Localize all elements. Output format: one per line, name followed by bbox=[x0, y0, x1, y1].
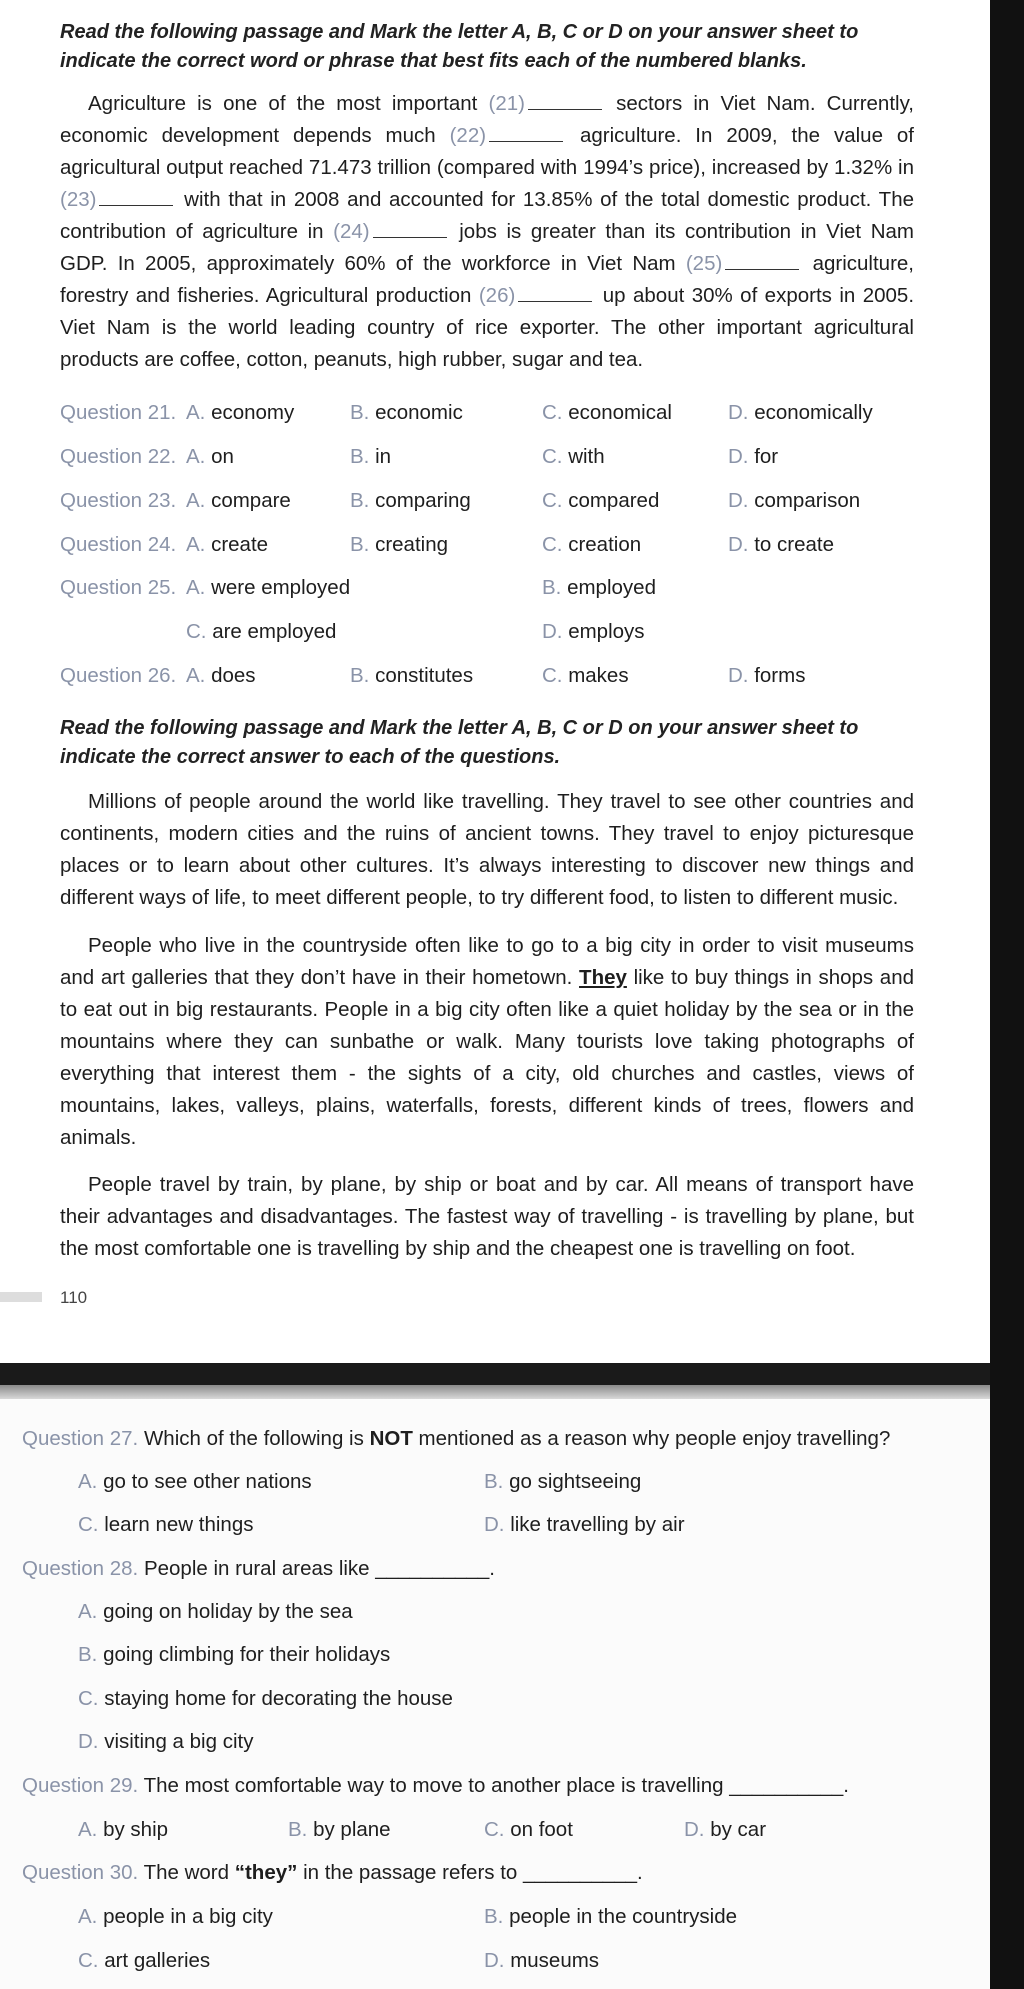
underlined-they: They bbox=[579, 966, 627, 989]
q26-option-a[interactable]: A. does bbox=[186, 664, 256, 687]
q21-option-b[interactable]: B. economic bbox=[350, 401, 463, 424]
q25-option-d[interactable]: D. employs bbox=[542, 620, 645, 643]
q27-option-b[interactable]: B. go sightseeing bbox=[484, 1470, 642, 1493]
q22-option-a[interactable]: A. on bbox=[186, 445, 234, 468]
cloze-passage: Agriculture is one of the most important (21) sectors in Viet Nam. Currently, economic development depends much (22) agriculture. In 2009, the value of agricultural output reached 71.473 trillion (compared with 1994’s price), increased by 1.32% in (23) with that in 2008 and accounted for 13.85% of the total domestic product. The contribution of agriculture in (24) jobs is greater than its contribution in Viet Nam GDP. In 2005, approximately 60% of the workforce in Viet Nam (25) agriculture, forestry and fisheries. Agricultural production (26) up about 30% of exports in 2005. Viet Nam is the world leading country of rice exporter. The other important agricultural products are coffee, cotton, peanuts, high rubber, sugar and tea. bbox=[60, 92, 915, 371]
q25-option-a[interactable]: A. were employed bbox=[186, 576, 351, 599]
q27-option-d[interactable]: D. like travelling by air bbox=[484, 1513, 685, 1536]
q22-option-b[interactable]: B. in bbox=[350, 445, 392, 468]
lower-page bbox=[0, 1399, 990, 1989]
section1-instruction: Read the following passage and Mark the letter A, B, C or D on your answer sheet to indicate the correct word or phrase that best fits each of the numbered blanks. bbox=[60, 21, 859, 72]
blank-26-number: (26) bbox=[478, 284, 516, 307]
q24-option-a[interactable]: A. create bbox=[186, 533, 269, 556]
q24-option-b[interactable]: B. creating bbox=[350, 533, 449, 556]
q27-option-a[interactable]: A. go to see other nations bbox=[78, 1470, 312, 1493]
q26-option-b[interactable]: B. constitutes bbox=[350, 664, 474, 687]
q30-option-a[interactable]: A. people in a big city bbox=[78, 1905, 273, 1928]
q21-option-c[interactable]: C. economical bbox=[542, 401, 672, 424]
reading-paragraph-1: Millions of people around the world like travelling. They travel to see other countries and continents, modern cities and the ruins of ancient towns. They travel to enjoy picturesque places or to learn about other cultures. It’s always interesting to discover new things and different ways of life, to meet different people, to try different food, to listen to different music. bbox=[60, 790, 914, 909]
q24-option-d[interactable]: D. to create bbox=[728, 533, 834, 556]
blank-21 bbox=[528, 94, 602, 110]
q29-option-c[interactable]: C. on foot bbox=[484, 1818, 573, 1841]
q29-option-a[interactable]: A. by ship bbox=[78, 1818, 169, 1841]
question-30: Question 30. The word “they” in the passage refers to __________. bbox=[22, 1861, 643, 1884]
q29-option-d[interactable]: D. by car bbox=[684, 1818, 767, 1841]
reading-paragraph-2: People who live in the countryside often like to go to a big city in order to visit museums and art galleries that they don’t have in their hometown. They like to buy things in shops and to eat out in big restaurants. People in a big city often like a quiet holiday by the sea or in the mountains where they can sunbathe or walk. Many tourists love taking photographs of everything that interest them - the sights of a city, old churches and castles, views of mountains, lakes, valleys, plains, waterfalls, forests, different kinds of trees, flowers and animals. bbox=[60, 934, 915, 1149]
q28-option-a[interactable]: A. going on holiday by the sea bbox=[78, 1600, 353, 1623]
q29-option-b[interactable]: B. by plane bbox=[288, 1818, 391, 1841]
q23-option-b[interactable]: B. comparing bbox=[350, 489, 471, 512]
q26-option-d[interactable]: D. forms bbox=[728, 664, 806, 687]
q24-option-c[interactable]: C. creation bbox=[542, 533, 642, 556]
question-28: Question 28. People in rural areas like __________. bbox=[22, 1557, 495, 1580]
page-gap-shadow bbox=[0, 1385, 990, 1399]
q21-option-d[interactable]: D. economically bbox=[728, 401, 873, 424]
blank-25 bbox=[725, 254, 799, 270]
question-26-label: Question 26. bbox=[60, 664, 177, 687]
blank-22 bbox=[489, 126, 563, 142]
q26-option-c[interactable]: C. makes bbox=[542, 664, 629, 687]
q28-option-b[interactable]: B. going climbing for their holidays bbox=[78, 1643, 391, 1666]
q27-option-c[interactable]: C. learn new things bbox=[78, 1513, 254, 1536]
page-gap-dark bbox=[0, 1363, 990, 1385]
blank-22-number: (22) bbox=[449, 124, 487, 147]
q30-option-c[interactable]: C. art galleries bbox=[78, 1949, 211, 1972]
q22-option-c[interactable]: C. with bbox=[542, 445, 605, 468]
question-22-label: Question 22. bbox=[60, 445, 177, 468]
blank-21-number: (21) bbox=[488, 92, 525, 115]
question-27: Question 27. Which of the following is NOT mentioned as a reason why people enjoy travelling? bbox=[22, 1427, 891, 1450]
q30-option-d[interactable]: D. museums bbox=[484, 1949, 600, 1972]
blank-25-number: (25) bbox=[685, 252, 723, 275]
q25-option-b[interactable]: B. employed bbox=[542, 576, 656, 599]
q28-option-c[interactable]: C. staying home for decorating the house bbox=[78, 1687, 453, 1710]
blank-24-number: (24) bbox=[333, 220, 370, 243]
page-number: 110 bbox=[60, 1288, 88, 1307]
question-23-label: Question 23. bbox=[60, 489, 177, 512]
question-21-label: Question 21. bbox=[60, 401, 177, 424]
section2-instruction: Read the following passage and Mark the letter A, B, C or D on your answer sheet to indicate the correct answer to each of the questions. bbox=[60, 717, 859, 768]
q23-option-a[interactable]: A. compare bbox=[186, 489, 291, 512]
q23-option-d[interactable]: D. comparison bbox=[728, 489, 861, 512]
q30-option-b[interactable]: B. people in the countryside bbox=[484, 1905, 738, 1928]
reading-paragraph-3: People travel by train, by plane, by ship or boat and by car. All means of transport have their advantages and disadvantages. The fastest way of travelling - is travelling by plane, but the most comfortable one is travelling by ship and the cheapest one is travelling on foot. bbox=[60, 1173, 914, 1260]
screen-edge bbox=[990, 0, 1024, 1989]
q25-option-c[interactable]: C. are employed bbox=[186, 620, 337, 643]
blank-23 bbox=[99, 190, 173, 206]
blank-23-number: (23) bbox=[60, 188, 97, 211]
question-25-label: Question 25. bbox=[60, 576, 177, 599]
question-29: Question 29. The most comfortable way to move to another place is travelling __________. bbox=[22, 1774, 849, 1797]
q22-option-d[interactable]: D. for bbox=[728, 445, 779, 468]
q28-option-d[interactable]: D. visiting a big city bbox=[78, 1730, 254, 1753]
page-number-mark bbox=[0, 1292, 42, 1302]
question-24-label: Question 24. bbox=[60, 533, 177, 556]
q23-option-c[interactable]: C. compared bbox=[542, 489, 660, 512]
blank-24 bbox=[373, 222, 447, 238]
q21-option-a[interactable]: A. economy bbox=[186, 401, 295, 424]
blank-26 bbox=[518, 286, 592, 302]
